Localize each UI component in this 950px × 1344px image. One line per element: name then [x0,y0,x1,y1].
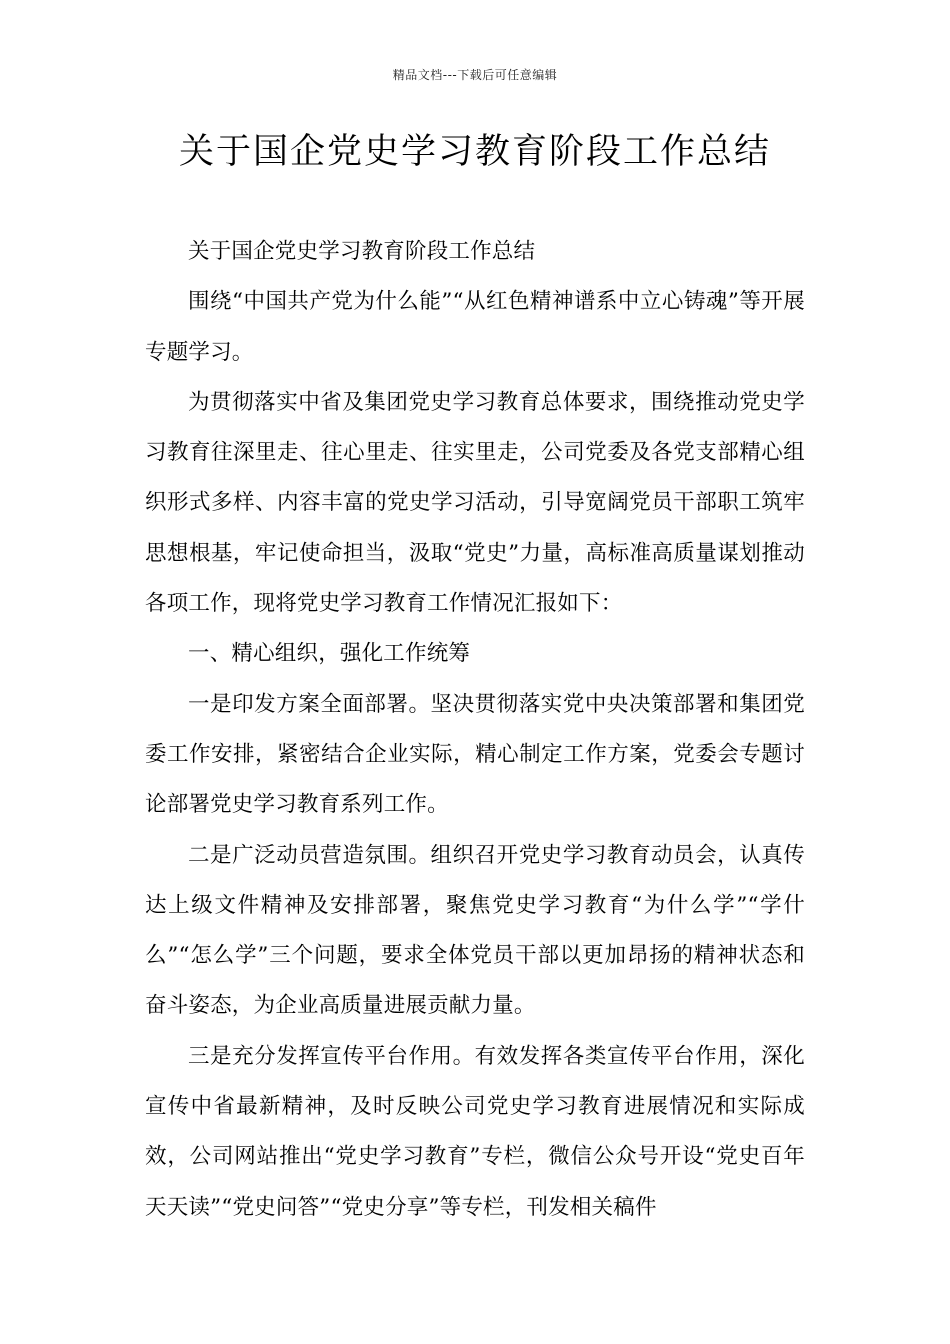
section-heading: 一、精心组织，强化工作统筹 [188,641,471,667]
paragraph-item-3: 三是充分发挥宣传平台作用。有效发挥各类宣传平台作用，深化宣传中省最新精神，及时反映公司党史学习教育进展情况和实际成效，公司网站推出“党史学习教育”专栏，微信公众号开设“党史百年天天读”“党史问答”“党史分享”等专栏，刊发相关稿件 [145,1043,805,1220]
paragraph-item-1: 一是印发方案全面部署。坚决贯彻落实党中央决策部署和集团党委工作安排，紧密结合企业实际，精心制定工作方案，党委会专题讨论部署党史学习教育系列工作。 [145,691,805,818]
paragraph-overview: 为贯彻落实中省及集团党史学习教育总体要求，围绕推动党史学习教育往深里走、往心里走、往实里走，公司党委及各党支部精心组织形式多样、内容丰富的党史学习活动，引导宽阔党员干部职工筑牢思想根基，牢记使命担当，汲取“党史”力量，高标准高质量谋划推动各项工作，现将党史学习教育工作情况汇报如下： [145,389,805,617]
paragraph-subtitle: 关于国企党史学习教育阶段工作总结 [188,239,536,264]
document-body [145,227,805,1233]
paragraph-intro: 围绕“中国共产党为什么能”“从红色精神谱系中立心铸魂”等开展专题学习。 [145,289,805,365]
paragraph-item-2: 二是广泛动员营造氛围。组织召开党史学习教育动员会，认真传达上级文件精神及安排部署，聚焦党史学习教育“为什么学”“学什么”“怎么学”三个问题，要求全体党员干部以更加昂扬的精神状态和奋斗姿态，为企业高质量进展贡献力量。 [145,842,805,1019]
document-title: 关于国企党史学习教育阶段工作总结 [178,132,771,172]
header-note: 精品文档---下载后可任意编辑 [392,68,558,82]
